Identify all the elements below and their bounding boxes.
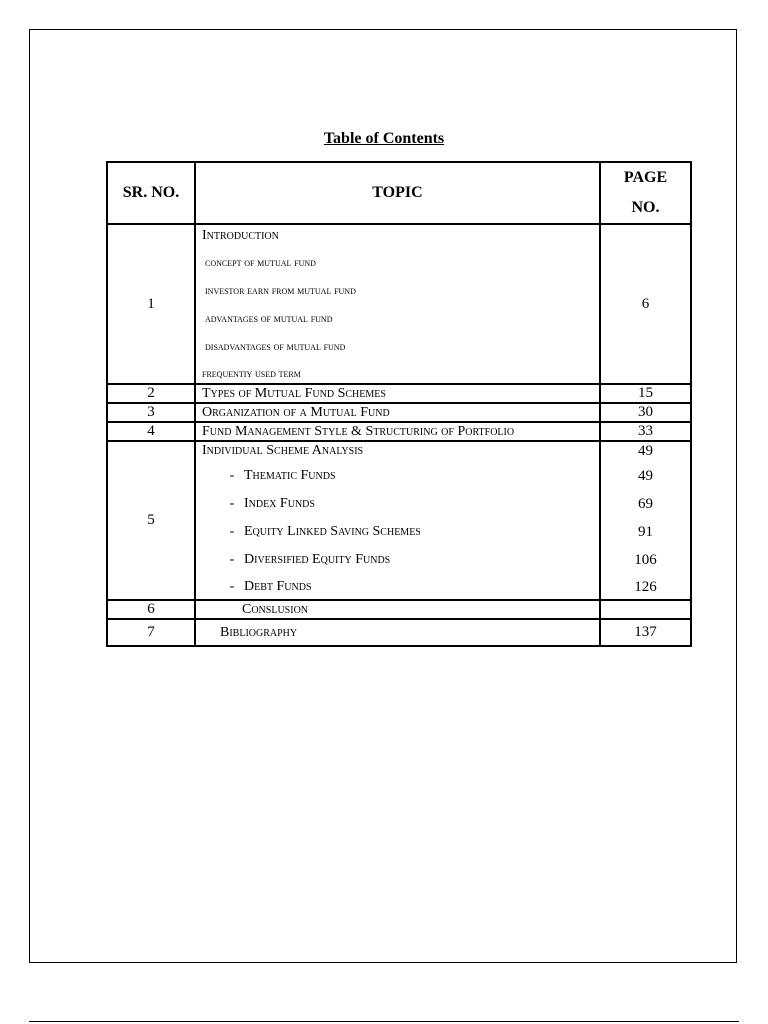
list-item [202, 574, 599, 596]
row-sr-no: 2 [107, 384, 195, 403]
table-row [107, 422, 691, 441]
row-page: 6 [600, 224, 691, 384]
row-page [600, 600, 691, 619]
header-page-no [600, 162, 691, 224]
page-number: 49 [638, 443, 653, 459]
dash-bullet: - [229, 496, 235, 511]
row-topic-label: Bibliography [220, 624, 298, 640]
page-title: Table of Contents [323, 130, 445, 147]
row-page [600, 441, 691, 600]
subtopic-item: advantages of mutual fund [205, 313, 333, 325]
row-topic [195, 224, 600, 384]
list-item-label: Index Funds [244, 496, 315, 511]
row-page: 33 [600, 422, 691, 441]
row-topic-label: Conslusion [242, 602, 309, 617]
list-item [202, 518, 599, 546]
dash-bullet: - [229, 524, 235, 539]
header-sr-no: SR. NO. [107, 162, 195, 224]
row-topic: Types of Mutual Fund Schemes [195, 384, 600, 403]
list-item [202, 462, 599, 490]
row-sr-no: 5 [107, 441, 195, 600]
row-sr-no: 3 [107, 403, 195, 422]
list-item-label: Equity Linked Saving Schemes [244, 524, 421, 539]
table-row [107, 441, 691, 600]
table-row [107, 224, 691, 384]
list-item [202, 546, 599, 574]
page-number: 69 [638, 496, 653, 512]
row-sr-no: 1 [107, 224, 195, 384]
list-item-label: Diversified Equity Funds [244, 552, 391, 567]
row-topic [195, 600, 600, 619]
table-row [107, 619, 691, 646]
row-sr-no: 7 [107, 619, 195, 646]
page-number: 126 [634, 579, 657, 595]
row-topic: Fund Management Style & Structuring of Portfolio [195, 422, 600, 441]
table-row [107, 384, 691, 403]
subtopic-item: concept of mutual fund [205, 257, 316, 269]
dash-bullet: - [229, 579, 235, 594]
table-row [107, 600, 691, 619]
subtopic-item: disadvantages of mutual fund [205, 341, 346, 353]
row-topic [195, 441, 600, 600]
footer-rule [29, 1021, 739, 1022]
page-number: 106 [634, 552, 657, 568]
row-topic [195, 619, 600, 646]
list-item-label: Debt Funds [244, 579, 312, 594]
toc-table [106, 161, 692, 647]
page-number: 91 [638, 524, 653, 540]
dash-bullet: - [229, 552, 235, 567]
toc-header-row [107, 162, 691, 224]
row-page: 30 [600, 403, 691, 422]
row-page: 15 [600, 384, 691, 403]
topic-title: Individual Scheme Analysis [202, 443, 364, 458]
dash-bullet: - [229, 468, 235, 483]
subtopic-item: investor earn from mutual fund [205, 285, 356, 297]
page-number: 49 [638, 468, 653, 484]
header-topic: TOPIC [195, 162, 600, 224]
row-page: 137 [600, 619, 691, 646]
table-row [107, 403, 691, 422]
row-topic: Organization of a Mutual Fund [195, 403, 600, 422]
header-page-line1: PAGE [623, 169, 668, 186]
list-item [202, 490, 599, 518]
row-sr-no: 6 [107, 600, 195, 619]
list-item-label: Thematic Funds [244, 468, 336, 483]
row-sr-no: 4 [107, 422, 195, 441]
subtopic-item: frequentiy used term [202, 368, 301, 380]
header-page-line2: NO. [631, 199, 660, 216]
topic-title: Introduction [202, 228, 279, 243]
